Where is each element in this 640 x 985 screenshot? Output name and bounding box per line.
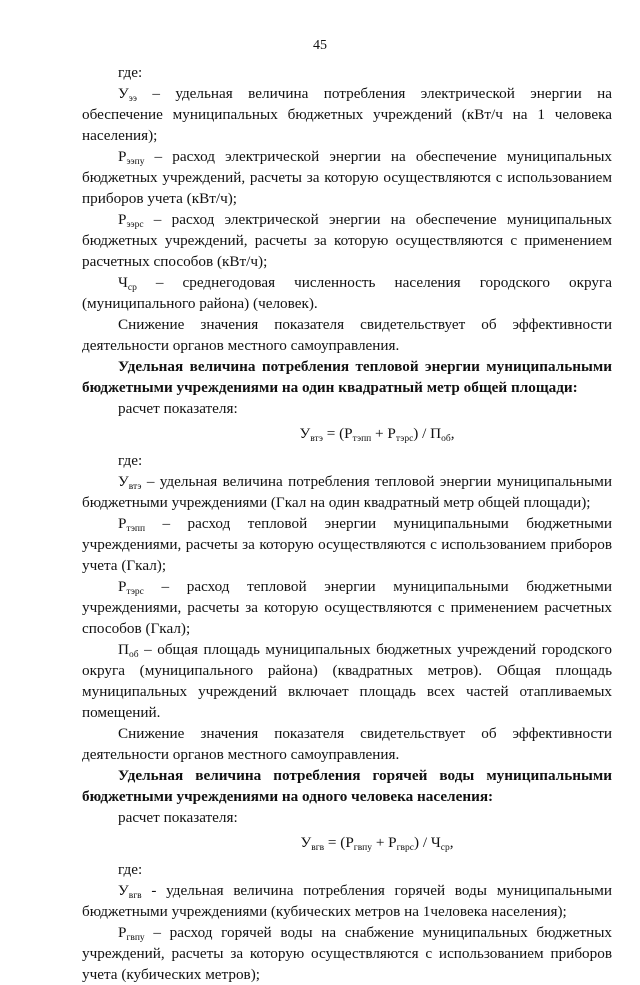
text-run: Снижение значения показателя свидетельствует об эффективности деятельности органов местного самоуправления. <box>82 725 612 763</box>
subscript: ээпу <box>126 157 145 167</box>
text-run: Снижение значения показателя свидетельствует об эффективности деятельности органов местного самоуправления. <box>82 316 612 354</box>
text-run: – расход электрической энергии на обеспечение муниципальных бюджетных учреждений, расчеты за которую осуществляются с применением расчетных способов (кВт/ч); <box>82 211 612 270</box>
text-run: + Р <box>372 834 397 851</box>
subscript: об <box>441 434 451 444</box>
text-run: П <box>118 641 129 658</box>
text-run: ) / Ч <box>413 834 441 851</box>
paragraph <box>82 209 612 272</box>
text-run: – расход тепловой энергии муниципальными бюджетными учреждениями, расчеты за которую осуществляются с применением расчетных способов (Гкал); <box>82 578 612 637</box>
text-run: , <box>449 834 454 851</box>
paragraph <box>82 398 612 419</box>
text-run: Р <box>118 211 127 228</box>
paragraph <box>82 807 612 828</box>
paragraph <box>82 576 612 639</box>
text-run: – общая площадь муниципальных бюджетных учреждений городского округа (муниципального района) (квадратных метров). Общая площадь муниципальных учреждений включает площадь всех частей отапливаемых помещений. <box>82 641 612 721</box>
text-run: расчет показателя: <box>118 400 238 417</box>
paragraph <box>82 146 612 209</box>
text-run: Р <box>118 148 127 165</box>
paragraph <box>82 513 612 576</box>
text-run: - удельная величина потребления горячей воды муниципальными бюджетными учреждениями (кубических метров на 1человека населения); <box>82 882 612 920</box>
text-run: У <box>300 834 312 851</box>
text-run: – расход электрической энергии на обеспечение муниципальных бюджетных учреждений, расчеты за которую осуществляются с использованием приборов учета (кВт/ч); <box>82 148 612 207</box>
text-run: ) / П <box>413 425 442 442</box>
subscript: втэ <box>128 482 142 492</box>
formula <box>82 832 612 853</box>
subscript: тэпп <box>352 434 372 444</box>
subscript: гвпу <box>126 933 145 943</box>
subscript: вгв <box>128 891 142 901</box>
paragraph <box>82 272 612 314</box>
text-run: – расход тепловой энергии муниципальными бюджетными учреждениями, расчеты за которую осуществляются с использованием приборов учета (Гкал); <box>82 515 612 574</box>
paragraph <box>82 62 612 83</box>
text-run: + Р <box>371 425 396 442</box>
text-run: – удельная величина потребления тепловой энергии муниципальными бюджетными учреждениями (Гкал на один квадратный метр общей площади); <box>82 473 612 511</box>
subscript: тэрс <box>126 587 144 597</box>
subscript: об <box>128 650 139 660</box>
text-run: У <box>118 473 129 490</box>
subscript: ээ <box>128 94 137 104</box>
text-run: где: <box>118 64 143 81</box>
text-run: где: <box>118 452 143 469</box>
text-run: = (Р <box>322 425 353 442</box>
paragraph <box>82 723 612 765</box>
text-run: где: <box>118 861 143 878</box>
page-number: 45 <box>313 38 327 53</box>
text-run: , <box>450 425 455 442</box>
document-body <box>82 62 612 985</box>
section-heading <box>82 356 612 398</box>
subscript: гвпу <box>353 843 373 853</box>
subscript: тэрс <box>395 434 414 444</box>
text-run: – среднегодовая численность населения городского округа (муниципального района) (человек). <box>82 274 612 312</box>
paragraph <box>82 859 612 880</box>
paragraph <box>82 450 612 471</box>
text-run: расчет показателя: <box>118 809 238 826</box>
text-run: Р <box>118 578 127 595</box>
subscript: ср <box>440 843 450 853</box>
formula <box>82 423 612 444</box>
paragraph <box>82 639 612 723</box>
text-run: Удельная величина потребления тепловой энергии муниципальными бюджетными учреждениями на один квадратный метр общей площади: <box>82 358 612 396</box>
subscript: ср <box>127 283 137 293</box>
text-run: = (Р <box>324 834 354 851</box>
text-run: – расход горячей воды на снабжение муниципальных бюджетных учреждений, расчеты за которую осуществляются с использованием приборов учета (кубических метров); <box>82 924 612 983</box>
paragraph <box>82 314 612 356</box>
paragraph <box>82 880 612 922</box>
subscript: вгв <box>311 843 325 853</box>
subscript: ээрс <box>126 220 144 230</box>
text-run: Ч <box>118 274 128 291</box>
subscript: тэпп <box>126 524 146 534</box>
text-run: У <box>118 882 129 899</box>
paragraph <box>82 922 612 985</box>
text-run: Р <box>118 515 127 532</box>
paragraph <box>82 83 612 146</box>
subscript: гврс <box>396 843 414 853</box>
text-run: У <box>299 425 311 442</box>
paragraph <box>82 471 612 513</box>
section-heading <box>82 765 612 807</box>
text-run: Удельная величина потребления горячей воды муниципальными бюджетными учреждениями на одного человека населения: <box>82 767 612 805</box>
text-run: – удельная величина потребления электрической энергии на обеспечение муниципальных бюджетных учреждений (кВт/ч на 1 человека населения); <box>82 85 612 144</box>
subscript: втэ <box>310 434 323 444</box>
text-run: У <box>118 85 129 102</box>
text-run: Р <box>118 924 127 941</box>
